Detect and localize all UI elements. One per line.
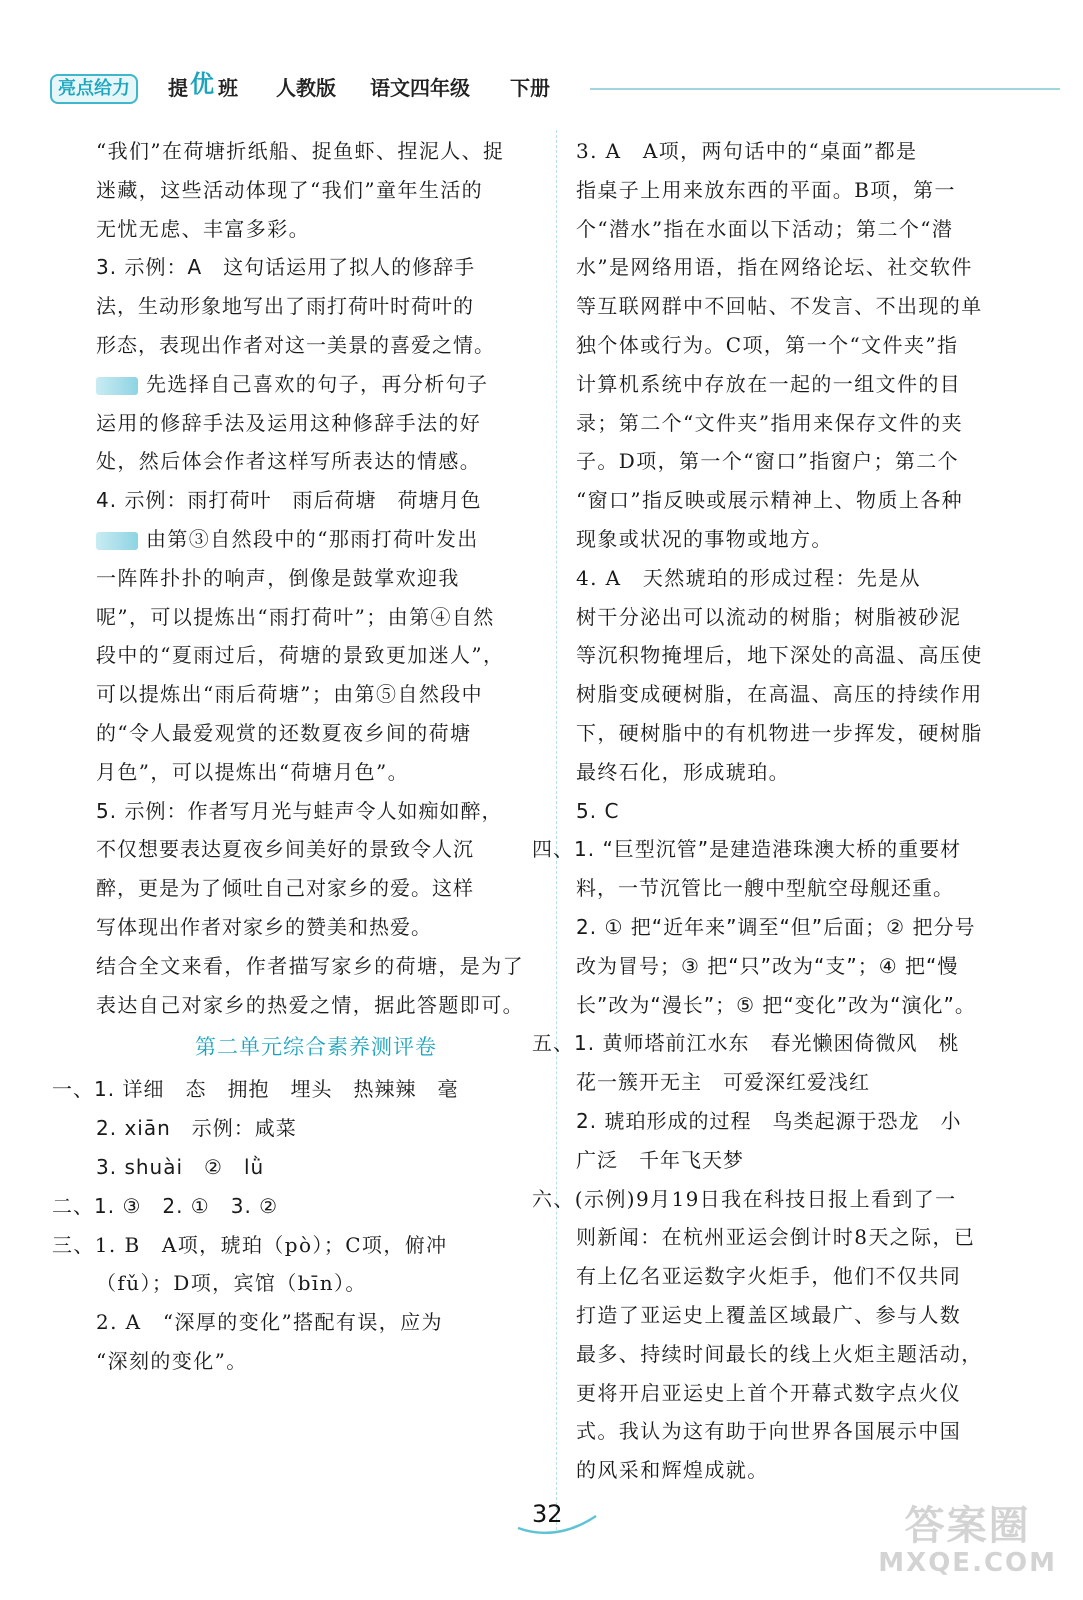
line-text: 3. 示例：A 这句话运用了拟人的修辞手 [96,255,476,280]
line-text: 的风采和辉煌成就。 [576,1458,769,1483]
line-text: 5. 示例：作者写月光与蛙声令人如痴如醉， [96,798,503,823]
line-text: 3. shuài ② lǜ [96,1154,265,1179]
text-line [532,1024,1056,1063]
text-line [96,1148,536,1187]
text-line [96,248,536,287]
line-text: 广泛 千年飞天梦 [576,1147,744,1172]
subject-label: 语文四年级 [370,76,470,100]
text-line [532,1180,1056,1219]
line-text: 的“令人最爱观赏的还数夏夜乡间的荷塘 [96,720,472,745]
line-text: 2. 琥珀形成的过程 鸟类起源于恐龙 小 [576,1108,962,1133]
text-line [96,520,536,559]
line-text: 水”是网络用语，指在网络论坛、社交软件 [576,255,973,280]
brand-badge: 亮点给力 [50,74,138,104]
text-line [96,869,536,908]
text-line [96,830,536,869]
text-line [52,1226,536,1265]
text-line [576,1102,1056,1141]
text-line [576,792,1056,831]
line-text: 则新闻：在杭州亚运会倒计时8天之际，已 [576,1225,976,1250]
line-text: 花一簇开无主 可爱深红爱浅红 [576,1070,870,1095]
line-text: 先选择自己喜欢的句子，再分析句子 [146,371,489,396]
line-text: 长”改为“漫长”；⑤ 把“变化”改为“演化”。 [576,992,976,1017]
line-text: 形态，表现出作者对这一美景的喜爱之情。 [96,332,495,357]
text-line [52,1187,536,1226]
line-text: “窗口”指反映或展示精神上、物质上各种 [576,488,964,513]
page-number: 32 [532,1500,563,1528]
line-text: 更将开启亚运史上首个开幕式数字点火仪 [576,1380,962,1405]
line-text: 式。我认为这有助于向世界各国展示中国 [576,1419,962,1444]
text-line [576,986,1056,1025]
line-text: 一阵阵扑扑的响声，倒像是鼓掌欢迎我 [96,565,460,590]
text-line [96,559,536,598]
series-name-part3: 班 [218,76,238,100]
text-line [96,675,536,714]
page-header [50,72,1060,106]
line-text: 迷藏，这些活动体现了“我们”童年生活的 [96,177,484,202]
text-line [96,1264,536,1303]
text-line [96,908,536,947]
text-line [96,210,536,249]
line-text: 无忧无虑、丰富多彩。 [96,216,310,241]
text-line [576,365,1056,404]
line-text: 写体现出作者对家乡的赞美和热爱。 [96,914,432,939]
analysis-tag-icon [96,377,138,395]
line-text: 料，一节沉管比一艘中型航空母舰还重。 [576,876,954,901]
watermark-logo [878,1504,1057,1578]
text-line [96,404,536,443]
line-text: 树脂变成硬树脂，在高温、高压的持续作用 [576,682,983,707]
line-text: 计算机系统中存放在一起的一组文件的目 [576,371,962,396]
text-line [576,947,1056,986]
line-text: 一、1. 详细 态 拥抱 埋头 热辣辣 毫 [52,1077,459,1102]
text-line [576,1257,1056,1296]
text-line [96,753,536,792]
text-line [576,1218,1056,1257]
line-text: 2. ① 把“近年来”调至“但”后面；② 把分号 [576,914,976,939]
analysis-tag-icon [96,532,138,550]
text-line [96,947,536,986]
line-text: 3. A A项，两句话中的“桌面”都是 [576,139,918,163]
text-line [576,908,1056,947]
text-line [576,753,1056,792]
right-answers [532,132,1056,1490]
watermark-url: MXQE.COM [878,1548,1057,1578]
text-line [576,1141,1056,1180]
text-line [96,1303,536,1342]
text-line [96,287,536,326]
text-line [576,714,1056,753]
text-line [576,675,1056,714]
line-text: 改为冒号；③ 把“只”改为“支”；④ 把“慢 [576,953,959,978]
text-line [576,598,1056,637]
text-line [52,1070,536,1109]
line-text: 4. 示例：雨打荷叶 雨后荷塘 荷塘月色 [96,488,482,513]
line-text: 2. A “深厚的变化”搭配有误，应为 [96,1310,443,1335]
text-line [576,1296,1056,1335]
line-text: 五、1. 黄师塔前江水东 春光懒困倚微风 桃 [532,1031,960,1056]
line-text: （fǔ）；D项，宾馆（bīn）。 [96,1271,367,1296]
text-line [576,1451,1056,1490]
text-line [576,1374,1056,1413]
line-text: 由第③自然段中的“那雨打荷叶发出 [146,526,479,551]
line-text: 有上亿名亚运数字火炬手，他们不仅共同 [576,1264,962,1289]
line-text: 处，然后体会作者这样写所表达的情感。 [96,449,482,474]
text-line [576,481,1056,520]
text-line [576,1335,1056,1374]
line-text: 结合全文来看，作者描写家乡的荷塘，是为了 [96,953,524,978]
text-line [96,442,536,481]
line-text: 三、1. B A项，琥珀（pò）；C项，俯冲 [52,1232,448,1257]
line-text: 六、(示例)9月19日我在科技日报上看到了一 [532,1186,957,1211]
text-line [96,714,536,753]
text-line [576,171,1056,210]
text-line [576,132,1056,171]
text-line [532,830,1056,869]
line-text: 醉，更是为了倾吐自己对家乡的爱。这样 [96,876,474,901]
line-text: 运用的修辞手法及运用这种修辞手法的好 [96,410,482,435]
text-line [96,986,536,1025]
text-line [576,326,1056,365]
line-text: 法，生动形象地写出了雨打荷叶时荷叶的 [96,294,474,319]
text-line [576,520,1056,559]
series-name-part2: 优 [190,70,214,98]
text-line [576,442,1056,481]
text-line [96,598,536,637]
left-answers-unit1 [96,132,536,1024]
text-line [96,326,536,365]
right-column [532,132,1056,1490]
line-text: 个“潜水”指在水面以下活动；第二个“潜 [576,216,954,241]
line-text: “深刻的变化”。 [96,1348,248,1373]
line-text: 等互联网群中不回帖、不发言、不出现的单 [576,294,983,319]
line-text: 不仅想要表达夏夜乡间美好的景致令人沉 [96,837,474,862]
edition-label: 人教版 [276,76,336,100]
text-line [576,559,1056,598]
line-text: 4. A 天然琥珀的形成过程：先是从 [576,565,922,590]
line-text: 等沉积物掩埋后，地下深处的高温、高压使 [576,643,983,668]
line-text: 段中的“夏雨过后，荷塘的景致更加迷人”， [96,643,505,668]
line-text: 指桌子上用来放东西的平面。B项，第一 [576,177,956,202]
text-line [576,248,1056,287]
text-line [96,1342,536,1381]
line-text: 现象或状况的事物或地方。 [576,526,833,551]
line-text: 可以提炼出“雨后荷塘”；由第⑤自然段中 [96,682,484,707]
line-text: 子。D项，第一个“窗口”指窗户；第二个 [576,449,960,474]
line-text: 树干分泌出可以流动的树脂；树脂被砂泥 [576,604,962,629]
left-answers-unit2 [52,1070,536,1380]
text-line [576,1063,1056,1102]
text-line [576,404,1056,443]
section-title: 第二单元综合素养测评卷 [195,1035,437,1060]
text-line [576,210,1056,249]
text-line [96,171,536,210]
text-line [96,132,536,171]
line-text: 打造了亚运史上覆盖区域最广、参与人数 [576,1302,962,1327]
series-name-part1: 提 [168,76,188,100]
line-text: 下，硬树脂中的有机物进一步挥发，硬树脂 [576,720,983,745]
line-text: 二、1. ③ 2. ① 3. ② [52,1193,279,1218]
line-text: 录；第二个“文件夹”指用来保存文件的夹 [576,410,964,435]
text-line [96,365,536,404]
watermark-text: 答案圈 [904,1503,1031,1549]
line-text: 5. C [576,798,620,823]
text-line [576,287,1056,326]
line-text: “我们”在荷塘折纸船、捉鱼虾、捏泥人、捉 [96,139,505,163]
text-line [96,481,536,520]
header-rule [590,88,1060,90]
line-text: 2. xiān 示例：咸菜 [96,1116,297,1141]
text-line [96,636,536,675]
line-text: 最终石化，形成琥珀。 [576,759,790,784]
text-line [576,869,1056,908]
text-line [96,1109,536,1148]
text-line [576,636,1056,675]
line-text: 最多、持续时间最长的线上火炬主题活动， [576,1341,983,1366]
line-text: 表达自己对家乡的热爱之情，据此答题即可。 [96,992,524,1017]
text-line [96,792,536,831]
line-text: 呢”，可以提炼出“雨打荷叶”；由第④自然 [96,604,495,629]
volume-label: 下册 [510,76,550,100]
line-text: 独个体或行为。C项，第一个“文件夹”指 [576,332,959,357]
line-text: 月色”，可以提炼出“荷塘月色”。 [96,759,410,784]
left-column [52,132,536,1381]
text-line [576,1412,1056,1451]
line-text: 四、1. “巨型沉管”是建造港珠澳大桥的重要材 [532,837,962,862]
